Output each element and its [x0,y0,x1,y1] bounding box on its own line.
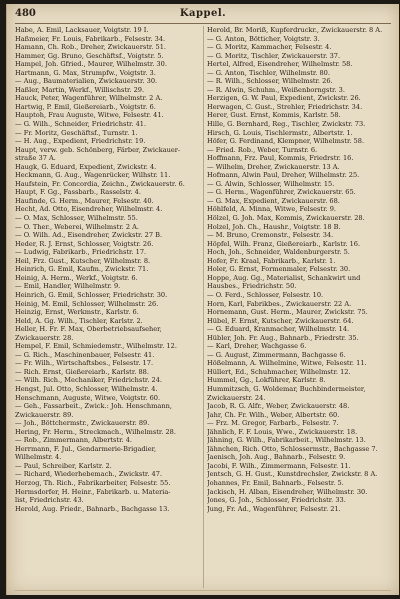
directory-entry: Jacob, R. G. Alfr., Weber, Zwickauerstr. 48. [207,402,350,411]
header-rule [15,23,391,24]
directory-entry: Hofmann, Alwin Paul, Dreher, Wilhelmstr. 25. [207,171,360,180]
directory-entry: Herzigen, G. W. Paul, Expedient, Zwickstr. 26. [207,94,361,103]
directory-entry: — G. Eduard, Kranmacher, Wilhelmstr. 14. [207,325,350,334]
directory-entry: Hermsdorfer, H. Heinr., Fabrikarb. u. Materia- [15,487,171,496]
directory-entry: — Fr. Moritz, Geschäftsf., Turnstr. 1. [15,128,138,137]
directory-entry: Hirsch, G. Louis, Tischlermstr., Albertstr. 1. [207,128,353,137]
directory-entry: Hoffmann, Frz. Paul, Kommis, Friedrstr. 16. [207,154,354,163]
directory-entry: Herrmann, F. Jul., Gendarmerie-Brigadier, [15,444,157,453]
directory-entry: Hoch, Joh., Schneider, Waldenburgerstr. 5. [207,248,350,257]
directory-entry: Hauptoh, Frau Auguste, Witwe, Felsestr. 41. [15,111,164,120]
directory-entry: Heil, Frz. Gust., Kutscher, Wilhelmstr. 8. [15,256,151,265]
directory-entry: — Fr. Wilh., Wirtschaftsbes., Felsestr. 17. [15,359,154,368]
directory-entry: Haupt, verw. geb. Schönberg, Färber, Zwickauer- [15,145,181,154]
directory-entry: — O. Ther., Weberei, Wilhelmstr. 2 A. [15,222,139,231]
page-header [7,8,399,22]
directory-entry: Herwagen, C. Gust., Strehler, Friedrichstr. 34. [207,102,363,111]
directory-entry: Jentsch, G. H. Gust., Kunstdrechsler, Zwickstr. 8 A. [207,470,378,479]
directory-entry: Herold, Aug. Friedr., Bahnarb., Bachgasse 13. [15,504,170,513]
directory-entry: — G. Herm., Wagenführer, Zwickauerstr. 65. [207,188,356,197]
directory-entry: Holzel, Joh. Ch., Haushr., Voigtstr. 18 B. [207,222,341,231]
directory-entry: Heinzig, Ernst, Werkmstr., Karlstr. 6. [15,308,139,317]
directory-entry: Herzog, Th. Rich., Fabrikarbeiter, Felsestr. 55. [15,478,171,487]
directory-entry: — Fried. Rob., Weber, Turnstr. 6. [207,145,318,154]
directory-entry: Haufinde, G. Herm., Maurer, Felsestr. 40. [15,196,154,205]
directory-entry: Horn, Karl, Fabrikbes., Zwickauerstr. 22 A. [207,299,352,308]
directory-entry: Haufstein, Fr. Concordia, Zeichn., Zwickauerstr. 6. [15,179,185,188]
directory-entry: — Wilhelm, Dreher, Zwickauerstr. 13 A. [207,162,340,171]
directory-entry: — G. Max, Expedient, Zwickauerstr. 68. [207,196,340,205]
directory-entry: — O. Ferd., Schlosser, Felsestr. 10. [207,290,324,299]
directory-entry: Habe, A. Emil, Lacksauer, Voigtstr. 19 I. [15,26,149,34]
directory-entry: Höfer, G. Ferdinand, Klempner, Wilhelmstr. 58. [207,137,365,146]
directory-entry: — Rich. Ernst, Gießereiarb., Karlstr. 88. [15,367,149,376]
bottom-edge [15,590,391,591]
directory-entry: Haßler, Martin, Werkf., Willischstr. 29. [15,85,145,94]
directory-entry: — O. Wilh. Ad., Eisendreher, Zwickstr. 27 B. [15,231,163,240]
directory-entry: Hampel, Joh. Gfried., Maurer, Wilhelmstr. 30. [15,60,167,69]
directory-entry: — G. Anton, Tischler, Wilhelmstr. 80. [207,68,330,77]
directory-entry: Hecht, Ad. Otto, Eisendreher, Wilhelmstr. 4. [15,205,163,214]
directory-entry: — Ludwig, Fabrikarb., Friedrichstr. 17. [15,248,147,257]
directory-entry: Haugk, G. Eduard, Expedient, Zwickstr. 4. [15,162,157,171]
directory-entry: — Aug., Baumaterialien, Zwickauerstr. 30. [15,77,158,86]
directory-entry: Hoppe, Aug. Gg., Materialist, Schankwirt und [207,273,361,282]
directory-entry: Herer, Gust. Ernst, Kommis, Karlstr. 58. [207,111,341,120]
directory-entry: Heinig, A. Herm., Werkf., Voigtstr. 6. [15,273,138,282]
right-column [207,26,393,513]
directory-entry: Jackisch, H. Alban, Eisendreher, Wilhelmstr. 30. [207,487,368,496]
directory-entry: Hempel, F. Emil, Schmiedemstr., Wilhelmstr. 12. [15,342,177,351]
directory-entry: — Joh., Böttchermstr., Zwickauerstr. 89. [15,419,150,428]
directory-entry: Haßmeier, Fr. Louis, Fabrikarb., Felsestr. 34. [15,34,166,43]
directory-entry: Jähnchen, Rich. Otto, Schlossermstr., Bachgasse 7. [207,444,378,453]
directory-entry: Hartwig, P. Emil, Gießereiarb., Voigtstr. 6. [15,102,156,111]
directory-entry: Hille, G. Bernhard, Reg., Tischler, Zwickstr. 73. [207,120,366,129]
directory-entry: — Geh., Fassarbeit., Zwick.: Joh. Henschmann, [15,402,172,411]
column-divider [203,26,204,588]
directory-entry: Hübler, Joh. Fr. Aug., Bahnarb., Friedrstr. 35. [207,333,359,342]
directory-entry: Hüllert, Ed., Schuhmacher, Wilhelmstr. 12. [207,367,351,376]
directory-entry: Hübel, F. Ernst, Kutscher, Zwickauerstr. 64. [207,316,354,325]
directory-entry: Jähning, G. Wilh., Fabrikarbeit., Wilhelmstr. 13. [207,436,366,445]
directory-entry: Jung, Fr. Ad., Wagenführer, Felsestr. 21. [207,504,341,513]
directory-entry: Haupt, F. Gg., Fassbarb., Rasselstr. 4. [15,188,141,197]
directory-entry: — Wilh. Rich., Mechaniker, Friedrichstr. 24. [15,376,163,385]
directory-entry: — R. Alwin, Schuhm., Weißenborngstr. 3. [207,85,345,94]
directory-entry: — Richard, Wiederhebemach., Zwickstr. 47. [15,470,162,479]
directory-entry: Hammer, Gg. Bruno, Geschäftsf., Voigtstr. 5. [15,51,164,60]
directory-entry: Höhlfeld, A. Minna, Witwe, Felsestr. 9. [207,205,336,214]
left-column [15,26,201,513]
directory-entry: Höpfel, Wilh. Franz, Gießereiarb., Karlstr. 16. [207,239,361,248]
page-number: 480 [15,8,36,19]
directory-entry: Henschmann, Auguste, Witwe, Voigtstr. 60. [15,393,161,402]
directory-entry: list, Friedrichstr. 43. [15,496,84,505]
directory-entry: Jones, G. Joh., Schlosser, Friedrichstr. 33. [207,496,346,505]
directory-entry: Jähnlich, F. F. Louis, Wwe., Zwickauerstr. 18. [207,427,358,436]
directory-entry: Holer, G. Ernst, Formenmaler, Felsestr. 30. [207,265,351,274]
directory-entry: — G. Alwin, Schlosser, Wilhelmstr. 15. [207,179,335,188]
directory-entry: straße 37 A. [15,154,56,163]
directory-entry: — R. Wilh., Schlosser, Wilhelmstr. 26. [207,77,333,86]
directory-page [6,4,399,595]
directory-entry: Hertel, Alfred, Eisendreher, Wilhelmstr. 58. [207,60,353,69]
directory-entry: — G. Wilh., Schneider, Friedrichstr. 41. [15,120,147,129]
directory-entry: — Rob., Zimmermann, Albertstr. 4. [15,436,132,445]
directory-entry: — G. Moritz, Kammacher, Felsestr. 4. [207,43,332,52]
directory-entry: — M. Bruno, Cremonstr., Felsestr. 34. [207,231,334,240]
directory-entry: Hengst, Jul. Otto, Schlosser, Wilhelmstr. 4. [15,384,158,393]
directory-entry: Zwickauerstr. 24. [207,393,266,402]
running-title: Kappel. [179,8,227,19]
directory-entry: Hamann, Ch. Rob., Dreher, Zwickauerstr. 51. [15,43,166,52]
directory-entry: Hausbes., Friedrichstr. 50. [207,282,297,291]
directory-entry: — H. Aug., Expedient, Friedrichstr. 19. [15,137,146,146]
directory-entry: Hornemann, Gust. Herm., Maurer, Zwickstr. 75. [207,308,368,317]
directory-entry: — Emil, Handler, Wilhelmstr. 9. [15,282,121,291]
directory-entry: Johannes, Fr. Emil, Bahnarb., Felsestr. 5. [207,478,344,487]
directory-entry: Hartmann, G. Max, Strumpfw., Voigtstr. 3. [15,68,156,77]
directory-entry: Held, A. Gg. Wilh., Tischler, Karlstr. 2. [15,316,143,325]
directory-entry: — G. Moritz, Tischler, Zwickauerstr. 37. [207,51,341,60]
directory-entry: Jahr, Ch. Fr. Wilh., Weber, Albertstr. 60. [207,410,340,419]
directory-entry: Herold, Br. Moriß, Kupferdruckr., Zwickauerstr. 8 A. [207,26,383,34]
directory-entry: Zwickauerstr. 89. [15,410,74,419]
directory-entry: — Karl, Dreher, Wachgasse 6. [207,342,307,351]
directory-entry: Hauck, Peter, Wagenführer, Wilhelmstr. 2 A. [15,94,163,103]
directory-entry: Hummel, Gg., Lokführer, Karlstr. 8. [207,376,326,385]
directory-entry: Hößelmann, A. Wilhelmine, Witwe, Felsestr. 11. [207,359,367,368]
directory-entry: Heinrich, G. Emil, Schlosser, Friedrichstr. 30. [15,290,168,299]
directory-entry: Hummitzsch, G. Woldemar, Buchbindermeister, [207,384,366,393]
directory-entry: Heinrich, G. Emil, Kaufm., Zwickstr. 71. [15,265,149,274]
directory-entry: Heller, H. Fr. F. Max, Oberbetriebsaufseher, [15,325,162,334]
directory-entry: — Paul, Schreiber, Karlstr. 2. [15,461,112,470]
directory-entry: — G. Anton, Bötticher, Voigtstr. 3. [207,34,320,43]
directory-entry: Heinig, M. Emil, Schlosser, Wilhelmstr. 26. [15,299,159,308]
directory-entry: Hering, Fr. Herm., Streckmach., Wilhelmstr. 28. [15,427,176,436]
directory-entry: Jacobi, F. Wilh., Zimmermann, Felsestr. 11. [207,461,351,470]
directory-entry: — G. August, Zimmermann, Bachgasse 6. [207,350,346,359]
directory-entry: Heckmann, G. Aug., Wagenrücker, Wilhstr. 11. [15,171,171,180]
directory-entry: Hölzel, G. Joh. Max, Kommis, Zwickauerstr. 28. [207,214,365,223]
directory-entry: Jaenisch, Joh. Aug., Bahnarb., Felsestr. 9. [207,453,346,462]
directory-entry: — Frz. M. Gregor, Farbarb., Felsestr. 7. [207,419,339,428]
directory-entry: Hofer, Fr. Kraal, Fabrikarb., Karlstr. 1. [207,256,336,265]
directory-entry: Wilhelmstr. 4. [15,453,62,462]
directory-entry: Heder, R. J. Ernst, Schlosser, Voigtstr. 26. [15,239,154,248]
directory-entry: — G. Rich., Maschinenbauer, Felsestr. 41. [15,350,155,359]
directory-entry: Zwickauerstr. 28. [15,333,74,342]
directory-entry: — O. Max, Schlosser, Wilhelmstr. 55. [15,214,138,223]
